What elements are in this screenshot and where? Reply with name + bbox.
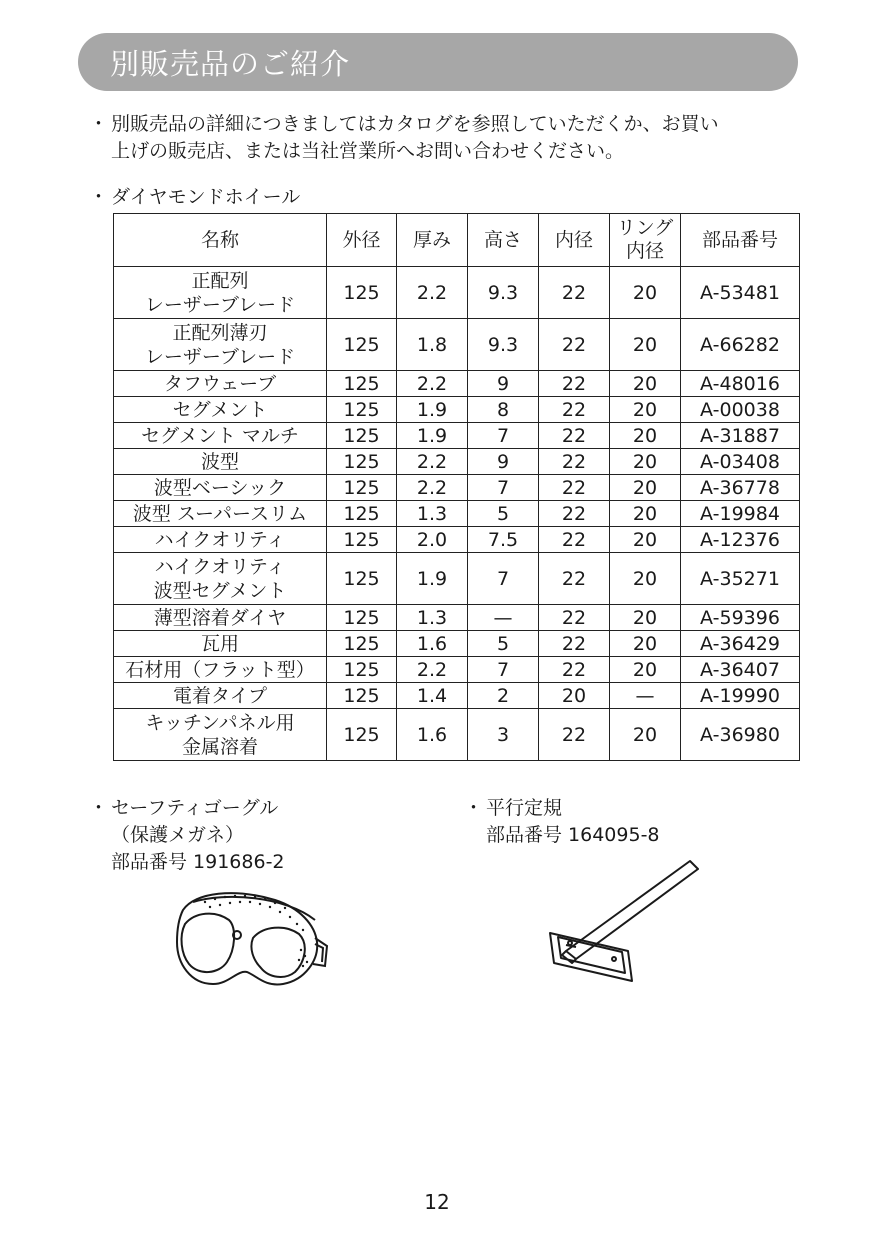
intro-line-2: 上げの販売店、または当社営業所へお問い合わせください。	[111, 140, 625, 162]
cell-thickness: 1.9	[397, 553, 468, 605]
table-row	[114, 501, 800, 527]
section-title: ダイヤモンドホイール	[111, 186, 301, 208]
cell-name-line2: 波型セグメント	[153, 579, 287, 602]
col-header-thickness: 厚み	[397, 214, 468, 267]
cell-name-line1: セグメント	[172, 398, 268, 421]
cell-outer: 125	[327, 319, 397, 371]
cell-ring: 20	[610, 319, 681, 371]
cell-ring: 20	[610, 657, 681, 683]
cell-part: A-59396	[681, 605, 800, 631]
cell-outer: 125	[327, 397, 397, 423]
cell-ring: 20	[610, 709, 681, 761]
table-row	[114, 423, 800, 449]
cell-inner: 22	[539, 475, 610, 501]
col-header-height: 高さ	[468, 214, 539, 267]
cell-thickness: 2.0	[397, 527, 468, 553]
cell-name-line1: 薄型溶着ダイヤ	[153, 606, 287, 629]
cell-height: 9.3	[468, 267, 539, 319]
cell-ring: 20	[610, 605, 681, 631]
cell-thickness: 1.6	[397, 631, 468, 657]
cell-height: 8	[468, 397, 539, 423]
cell-ring: 20	[610, 397, 681, 423]
cell-part: A-31887	[681, 423, 800, 449]
bullet-mark: ・	[89, 797, 109, 819]
cell-outer: 125	[327, 631, 397, 657]
bullet-mark: ・	[89, 113, 109, 135]
cell-name	[114, 631, 327, 657]
col-header-ring-line2: 内径	[625, 240, 664, 262]
cell-outer: 125	[327, 527, 397, 553]
cell-inner: 22	[539, 605, 610, 631]
cell-ring: 20	[610, 631, 681, 657]
cell-name-line1: 石材用（フラット型）	[125, 658, 315, 681]
cell-part: A-03408	[681, 449, 800, 475]
col-header-ring	[610, 214, 681, 267]
cell-outer: 125	[327, 371, 397, 397]
cell-name	[114, 423, 327, 449]
cell-height: —	[468, 605, 539, 631]
cell-height: 5	[468, 501, 539, 527]
cell-name-line2: 金属溶着	[181, 735, 258, 758]
table-row	[114, 475, 800, 501]
cell-thickness: 1.3	[397, 605, 468, 631]
cell-part: A-48016	[681, 371, 800, 397]
page-header	[78, 33, 798, 91]
cell-part: A-36407	[681, 657, 800, 683]
table-row	[114, 449, 800, 475]
cell-height: 2	[468, 683, 539, 709]
cell-name	[114, 553, 327, 605]
cell-thickness: 2.2	[397, 449, 468, 475]
cell-name-line1: 電着タイプ	[172, 684, 268, 707]
cell-ring: 20	[610, 553, 681, 605]
cell-ring: 20	[610, 475, 681, 501]
table-row	[114, 527, 800, 553]
cell-thickness: 2.2	[397, 267, 468, 319]
cell-name-line2: レーザーブレード	[144, 345, 296, 368]
cell-inner: 22	[539, 501, 610, 527]
cell-name-line1: 正配列	[191, 269, 249, 292]
cell-part: A-19984	[681, 501, 800, 527]
table-row	[114, 397, 800, 423]
cell-name-line1: ハイクオリティ	[154, 555, 286, 578]
cell-height: 7	[468, 553, 539, 605]
cell-inner: 22	[539, 553, 610, 605]
cell-part: A-19990	[681, 683, 800, 709]
cell-name-line1: 波型	[200, 450, 239, 473]
table-row	[114, 683, 800, 709]
cell-inner: 22	[539, 449, 610, 475]
cell-name-line1: ハイクオリティ	[154, 528, 286, 551]
table-row	[114, 267, 800, 319]
safety-goggles-icon	[165, 880, 335, 1000]
table-row	[114, 371, 800, 397]
goggles-subname: （保護メガネ）	[111, 824, 245, 846]
cell-name-line1: セグメント マルチ	[141, 424, 299, 447]
col-header-inner: 内径	[539, 214, 610, 267]
cell-name	[114, 501, 327, 527]
cell-outer: 125	[327, 709, 397, 761]
col-header-part: 部品番号	[681, 214, 800, 267]
table-row	[114, 657, 800, 683]
cell-inner: 22	[539, 267, 610, 319]
cell-inner: 22	[539, 397, 610, 423]
table-header-row	[114, 214, 800, 267]
cell-name	[114, 449, 327, 475]
cell-outer: 125	[327, 501, 397, 527]
cell-thickness: 1.9	[397, 423, 468, 449]
cell-inner: 22	[539, 423, 610, 449]
cell-height: 7	[468, 423, 539, 449]
cell-outer: 125	[327, 449, 397, 475]
col-header-ring-line1: リング	[616, 217, 674, 239]
cell-outer: 125	[327, 475, 397, 501]
cell-thickness: 1.8	[397, 319, 468, 371]
cell-ring: —	[610, 683, 681, 709]
cell-name-line1: 波型ベーシック	[153, 476, 287, 499]
cell-height: 7	[468, 657, 539, 683]
page-title: 別販売品のご紹介	[110, 47, 351, 81]
cell-outer: 125	[327, 683, 397, 709]
cell-name	[114, 709, 327, 761]
table-row	[114, 605, 800, 631]
cell-ring: 20	[610, 423, 681, 449]
table-row	[114, 553, 800, 605]
cell-name-line1: 波型 スーパースリム	[132, 502, 308, 525]
cell-name	[114, 371, 327, 397]
cell-thickness: 1.6	[397, 709, 468, 761]
cell-name	[114, 397, 327, 423]
cell-name	[114, 475, 327, 501]
cell-thickness: 1.9	[397, 397, 468, 423]
cell-part: A-35271	[681, 553, 800, 605]
cell-inner: 22	[539, 319, 610, 371]
goggles-part-number: 部品番号 191686-2	[111, 851, 285, 873]
table-row	[114, 631, 800, 657]
cell-name-line1: 瓦用	[200, 632, 239, 655]
cell-ring: 20	[610, 371, 681, 397]
guide-part-number: 部品番号 164095-8	[486, 824, 660, 846]
cell-part: A-36429	[681, 631, 800, 657]
goggles-name: セーフティゴーグル	[111, 797, 279, 819]
cell-part: A-36778	[681, 475, 800, 501]
cell-outer: 125	[327, 267, 397, 319]
bullet-mark: ・	[464, 797, 484, 819]
intro-line-1: 別販売品の詳細につきましてはカタログを参照していただくか、お買い	[111, 113, 719, 135]
cell-name-line1: 正配列薄刃	[172, 321, 268, 344]
cell-part: A-36980	[681, 709, 800, 761]
cell-outer: 125	[327, 553, 397, 605]
cell-thickness: 1.3	[397, 501, 468, 527]
col-header-name: 名称	[114, 214, 327, 267]
cell-part: A-66282	[681, 319, 800, 371]
cell-outer: 125	[327, 423, 397, 449]
table-row	[114, 709, 800, 761]
guide-name: 平行定規	[486, 797, 563, 819]
cell-inner: 20	[539, 683, 610, 709]
table-row	[114, 319, 800, 371]
cell-inner: 22	[539, 631, 610, 657]
diamond-wheel-table	[113, 213, 800, 761]
cell-thickness: 2.2	[397, 371, 468, 397]
cell-height: 5	[468, 631, 539, 657]
cell-height: 9.3	[468, 319, 539, 371]
cell-height: 3	[468, 709, 539, 761]
cell-thickness: 2.2	[397, 475, 468, 501]
cell-inner: 22	[539, 527, 610, 553]
cell-ring: 20	[610, 267, 681, 319]
page-number: 12	[424, 1190, 450, 1214]
cell-name-line1: キッチンパネル用	[145, 711, 295, 734]
col-header-outer: 外径	[327, 214, 397, 267]
parallel-guide-icon	[540, 855, 710, 995]
cell-ring: 20	[610, 501, 681, 527]
cell-name	[114, 319, 327, 371]
cell-name	[114, 267, 327, 319]
cell-name	[114, 683, 327, 709]
cell-height: 7.5	[468, 527, 539, 553]
cell-height: 9	[468, 449, 539, 475]
cell-part: A-53481	[681, 267, 800, 319]
cell-name-line2: レーザーブレード	[144, 293, 296, 316]
cell-height: 7	[468, 475, 539, 501]
cell-name-line1: タフウェーブ	[163, 372, 277, 395]
cell-inner: 22	[539, 709, 610, 761]
cell-name	[114, 527, 327, 553]
cell-thickness: 2.2	[397, 657, 468, 683]
cell-inner: 22	[539, 657, 610, 683]
cell-name	[114, 657, 327, 683]
cell-name	[114, 605, 327, 631]
bullet-mark: ・	[89, 186, 109, 208]
cell-part: A-12376	[681, 527, 800, 553]
cell-outer: 125	[327, 605, 397, 631]
cell-ring: 20	[610, 449, 681, 475]
cell-inner: 22	[539, 371, 610, 397]
cell-height: 9	[468, 371, 539, 397]
cell-thickness: 1.4	[397, 683, 468, 709]
cell-ring: 20	[610, 527, 681, 553]
cell-part: A-00038	[681, 397, 800, 423]
cell-outer: 125	[327, 657, 397, 683]
